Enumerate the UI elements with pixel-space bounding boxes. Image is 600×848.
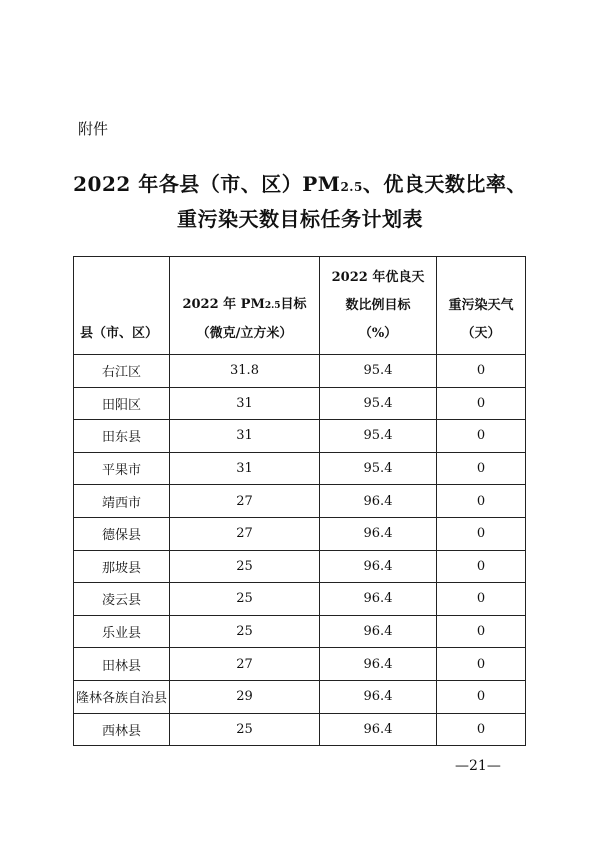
header-good-ratio	[320, 257, 437, 355]
good-ratio-cell: 95.4	[320, 452, 437, 485]
heavy-days-cell: 0	[437, 355, 526, 388]
county-cell: 西林县	[74, 713, 170, 746]
county-cell: 德保县	[74, 517, 170, 550]
heavy-days-cell: 0	[437, 387, 526, 420]
good-ratio-cell: 95.4	[320, 420, 437, 453]
page-number: —21—	[455, 758, 501, 774]
heavy-days-cell: 0	[437, 420, 526, 453]
pm25-cell: 27	[170, 517, 320, 550]
good-ratio-cell: 96.4	[320, 680, 437, 713]
table-row	[74, 615, 526, 648]
county-cell: 乐业县	[74, 615, 170, 648]
title-line1-post: 、优良天数比率、	[362, 172, 527, 196]
county-cell: 平果市	[74, 452, 170, 485]
county-cell: 那坡县	[74, 550, 170, 583]
county-cell: 田阳区	[74, 387, 170, 420]
heavy-days-cell: 0	[437, 550, 526, 583]
header-pm25-line1	[170, 291, 319, 320]
good-ratio-cell: 96.4	[320, 583, 437, 616]
header-good-line3: （%）	[358, 326, 398, 341]
good-ratio-cell: 96.4	[320, 713, 437, 746]
table-row	[74, 713, 526, 746]
good-ratio-cell: 96.4	[320, 485, 437, 518]
header-heavy-days	[437, 257, 526, 355]
header-pm25	[170, 257, 320, 355]
heavy-days-cell: 0	[437, 485, 526, 518]
pm25-cell: 27	[170, 648, 320, 681]
table-row	[74, 583, 526, 616]
pm25-cell: 25	[170, 615, 320, 648]
table-row	[74, 355, 526, 388]
heavy-days-cell: 0	[437, 615, 526, 648]
heavy-days-cell: 0	[437, 517, 526, 550]
good-ratio-cell: 96.4	[320, 648, 437, 681]
header-heavy-line2: （天）	[461, 326, 501, 341]
attachment-label: 附件	[78, 120, 109, 138]
heavy-days-cell: 0	[437, 583, 526, 616]
pm25-cell: 31	[170, 387, 320, 420]
pm25-cell: 31.8	[170, 355, 320, 388]
good-ratio-cell: 96.4	[320, 517, 437, 550]
header-pm25-post: 目标	[280, 297, 307, 312]
table-row	[74, 648, 526, 681]
county-cell: 靖西市	[74, 485, 170, 518]
table-row	[74, 420, 526, 453]
header-good-line1: 2022 年优良天	[331, 270, 425, 285]
header-good-line2: 数比例目标	[345, 298, 411, 313]
pm25-cell: 29	[170, 680, 320, 713]
table-row	[74, 452, 526, 485]
table-row	[74, 680, 526, 713]
pm25-cell: 31	[170, 420, 320, 453]
good-ratio-cell: 96.4	[320, 550, 437, 583]
pm25-cell: 31	[170, 452, 320, 485]
good-ratio-cell: 95.4	[320, 355, 437, 388]
header-heavy-line1: 重污染天气	[448, 298, 514, 313]
table-row	[74, 550, 526, 583]
table-row	[74, 387, 526, 420]
county-cell: 凌云县	[74, 583, 170, 616]
page-title-line1	[0, 168, 600, 197]
pm25-cell: 25	[170, 550, 320, 583]
header-county-label: 县（市、区）	[80, 326, 159, 341]
header-pm25-pre: 2022 年 PM	[182, 297, 265, 312]
heavy-days-cell: 0	[437, 648, 526, 681]
pm25-cell: 25	[170, 583, 320, 616]
good-ratio-cell: 95.4	[320, 387, 437, 420]
county-cell: 右江区	[74, 355, 170, 388]
county-cell: 田东县	[74, 420, 170, 453]
header-county	[74, 257, 170, 355]
heavy-days-cell: 0	[437, 713, 526, 746]
heavy-days-cell: 0	[437, 452, 526, 485]
target-plan-table	[73, 256, 526, 746]
header-pm25-subscript: 2.5	[264, 301, 281, 311]
title-line1-pre: 2022 年各县（市、区）PM	[73, 172, 341, 196]
pm25-cell: 25	[170, 713, 320, 746]
page-title-line2: 重污染天数目标任务计划表	[177, 207, 423, 231]
heavy-days-cell: 0	[437, 680, 526, 713]
county-cell: 隆林各族自治县	[74, 680, 170, 713]
title-line1-subscript: 2.5	[340, 180, 363, 194]
table-row	[74, 517, 526, 550]
table-header-row	[74, 257, 526, 355]
table-row	[74, 485, 526, 518]
pm25-cell: 27	[170, 485, 320, 518]
header-pm25-line2: （微克/立方米）	[196, 326, 293, 341]
good-ratio-cell: 96.4	[320, 615, 437, 648]
county-cell: 田林县	[74, 648, 170, 681]
